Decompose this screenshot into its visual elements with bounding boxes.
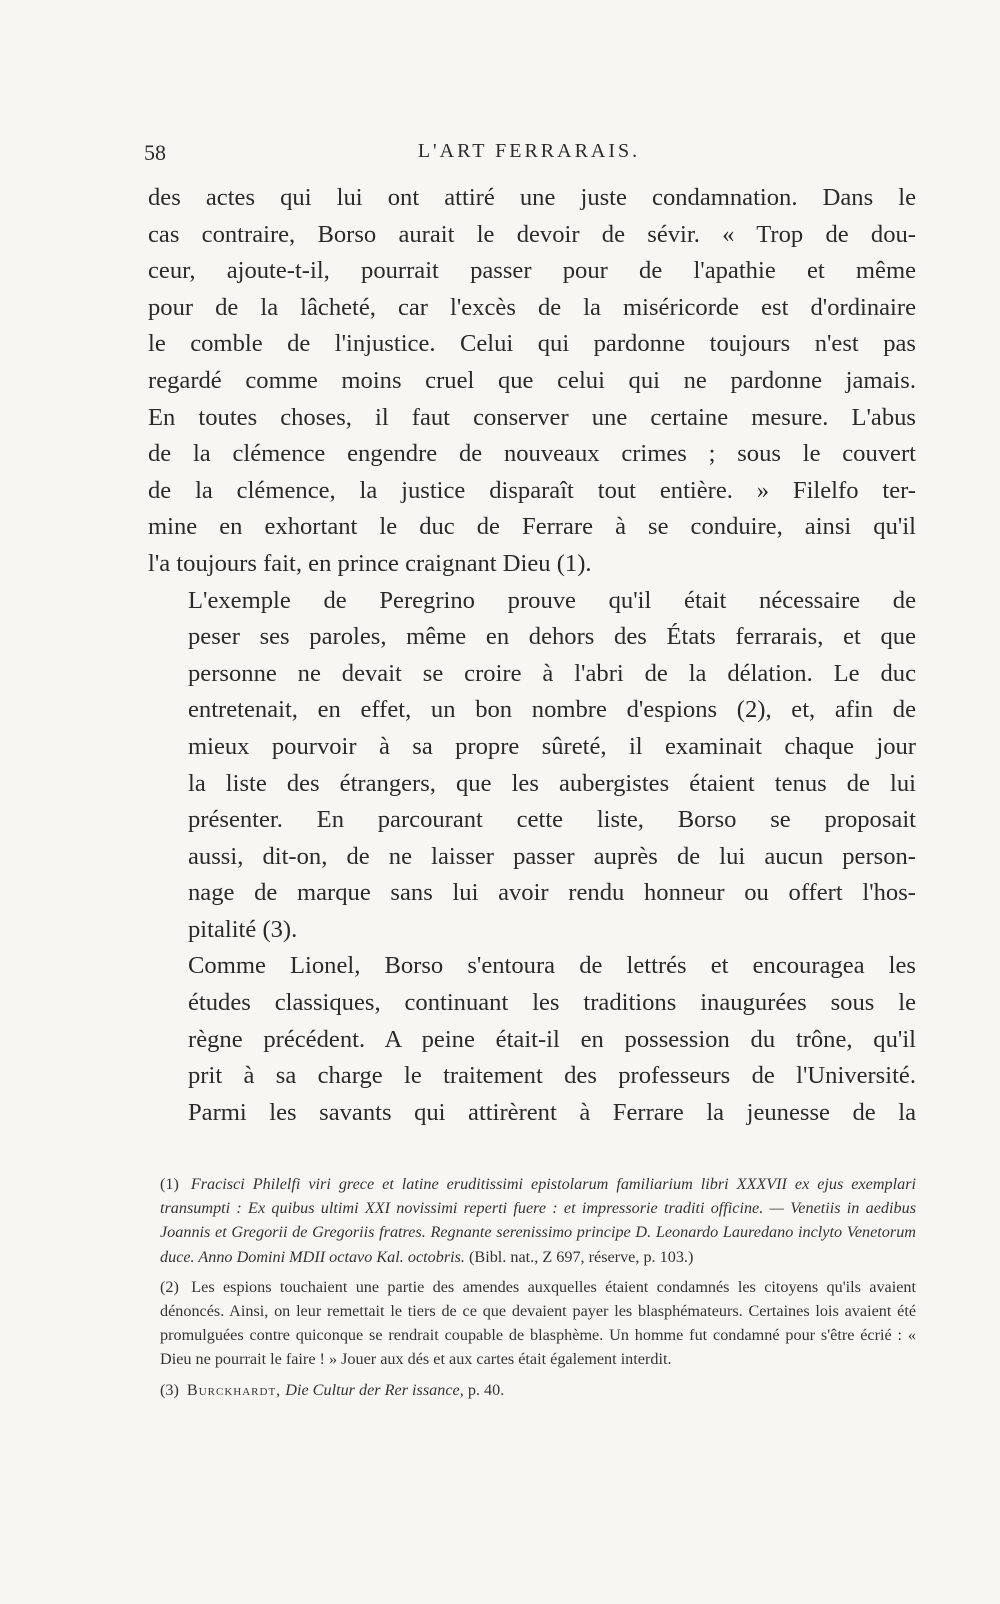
running-title: L'ART FERRARAIS. [417, 140, 641, 162]
footnotes [160, 1172, 916, 1402]
text-line: personne ne devait se croire à l'abri de la délation. Le duc [188, 659, 916, 687]
text-line: des actes qui lui ont attiré une juste condamnation. Dans le [148, 184, 916, 211]
footnote-3-page: p. 40. [467, 1380, 505, 1399]
text-line: mieux pourvoir à sa propre sûreté, il examinait chaque jour [188, 732, 916, 760]
footnote-2-number: (2) [160, 1277, 179, 1296]
footnote-3-title: Die Cultur der Rer issance, [285, 1380, 464, 1399]
text-line: études classiques, continuant les traditions inaugurées sous le [188, 989, 916, 1017]
text-line: entretenait, en effet, un bon nombre d'espions (2), et, afin de [188, 696, 916, 724]
footnote-1-citation: Fracisci Philelfi viri grece et latine eruditissimi epistolarum familiarium libri XXXVII ex ejus exemplari transumpti : Ex quibus ultimi XXI novissimi reperti fuere : et impressorie traditi officine. — Venetiis in aedibus Joannis et Gregorii de Gregoriis fratres. Regnante serenissimo principe D. Leonardo Lauredano inclyto Venetorum duce. Anno Domini MDII octavo Kal. octobris. [160, 1175, 916, 1266]
footnote-3 [160, 1378, 916, 1402]
page-number: 58 [144, 140, 166, 165]
footnote-1 [160, 1172, 916, 1269]
paragraph-1 [148, 180, 916, 583]
text-line: pour de la lâcheté, car l'excès de la miséricorde est d'ordinaire [148, 293, 916, 321]
footnote-1-reference: (Bibl. nat., Z 697, réserve, p. 103.) [469, 1247, 694, 1266]
main-text [148, 180, 916, 1131]
footnote-1-number: (1) [160, 1175, 179, 1193]
text-line: l'a toujours fait, en prince craignant Dieu (1). [148, 549, 592, 577]
text-line: pitalité (3). [188, 915, 298, 943]
paragraph-2 [148, 583, 916, 949]
footnote-3-number: (3) [160, 1380, 179, 1399]
text-line: de la clémence engendre de nouveaux crimes ; sous le couvert [148, 440, 916, 468]
text-line: la liste des étrangers, que les aubergistes étaient tenus de lui [188, 769, 916, 797]
text-line: ceur, ajoute-t-il, pourrait passer pour de l'apathie et même [148, 257, 916, 285]
text-line: de la clémence, la justice disparaît tout entière. » Filelfo ter- [148, 476, 916, 504]
text-line: prit à sa charge le traitement des professeurs de l'Université. [188, 1062, 916, 1090]
footnote-3-author: Burckhardt, [186, 1380, 282, 1399]
text-line: cas contraire, Borso aurait le devoir de sévir. « Trop de dou- [148, 220, 916, 248]
text-line: peser ses paroles, même en dehors des États ferrarais, et que [188, 623, 916, 651]
text-line: le comble de l'injustice. Celui qui pardonne toujours n'est pas [148, 330, 916, 358]
paragraph-3 [148, 948, 916, 1131]
text-line: L'exemple de Peregrino prouve qu'il était nécessaire de [188, 586, 916, 614]
text-line: présenter. En parcourant cette liste, Borso se proposait [188, 806, 916, 834]
text-line: En toutes choses, il faut conserver une certaine mesure. L'abus [148, 403, 916, 431]
text-line: nage de marque sans lui avoir rendu honneur ou offert l'hos- [188, 879, 916, 907]
text-line: Comme Lionel, Borso s'entoura de lettrés et encouragea les [188, 952, 916, 980]
text-line: Parmi les savants qui attirèrent à Ferrare la jeunesse de la [188, 1098, 916, 1126]
text-line: aussi, dit-on, de ne laisser passer auprès de lui aucun person- [188, 842, 916, 870]
text-line: mine en exhortant le duc de Ferrare à se conduire, ainsi qu'il [148, 513, 916, 541]
text-line: regardé comme moins cruel que celui qui ne pardonne jamais. [148, 366, 916, 394]
text-line: règne précédent. A peine était-il en possession du trône, qu'il [188, 1025, 916, 1053]
page-header [144, 140, 914, 180]
footnote-2 [160, 1275, 916, 1372]
footnote-2-text: Les espions touchaient une partie des amendes auxquelles étaient condamnés les citoyens qu'ils avaient dénoncés. Ainsi, on leur remettait le tiers de ce que devaient payer les blasphémateurs. Certaines lois avaient été promulguées contre quiconque se rendrait coupable de blasphème. Un homme fut condamné pour s'être écrié : « Dieu ne pourrait le faire ! » Jouer aux dés et aux cartes était également interdit. [160, 1277, 916, 1369]
